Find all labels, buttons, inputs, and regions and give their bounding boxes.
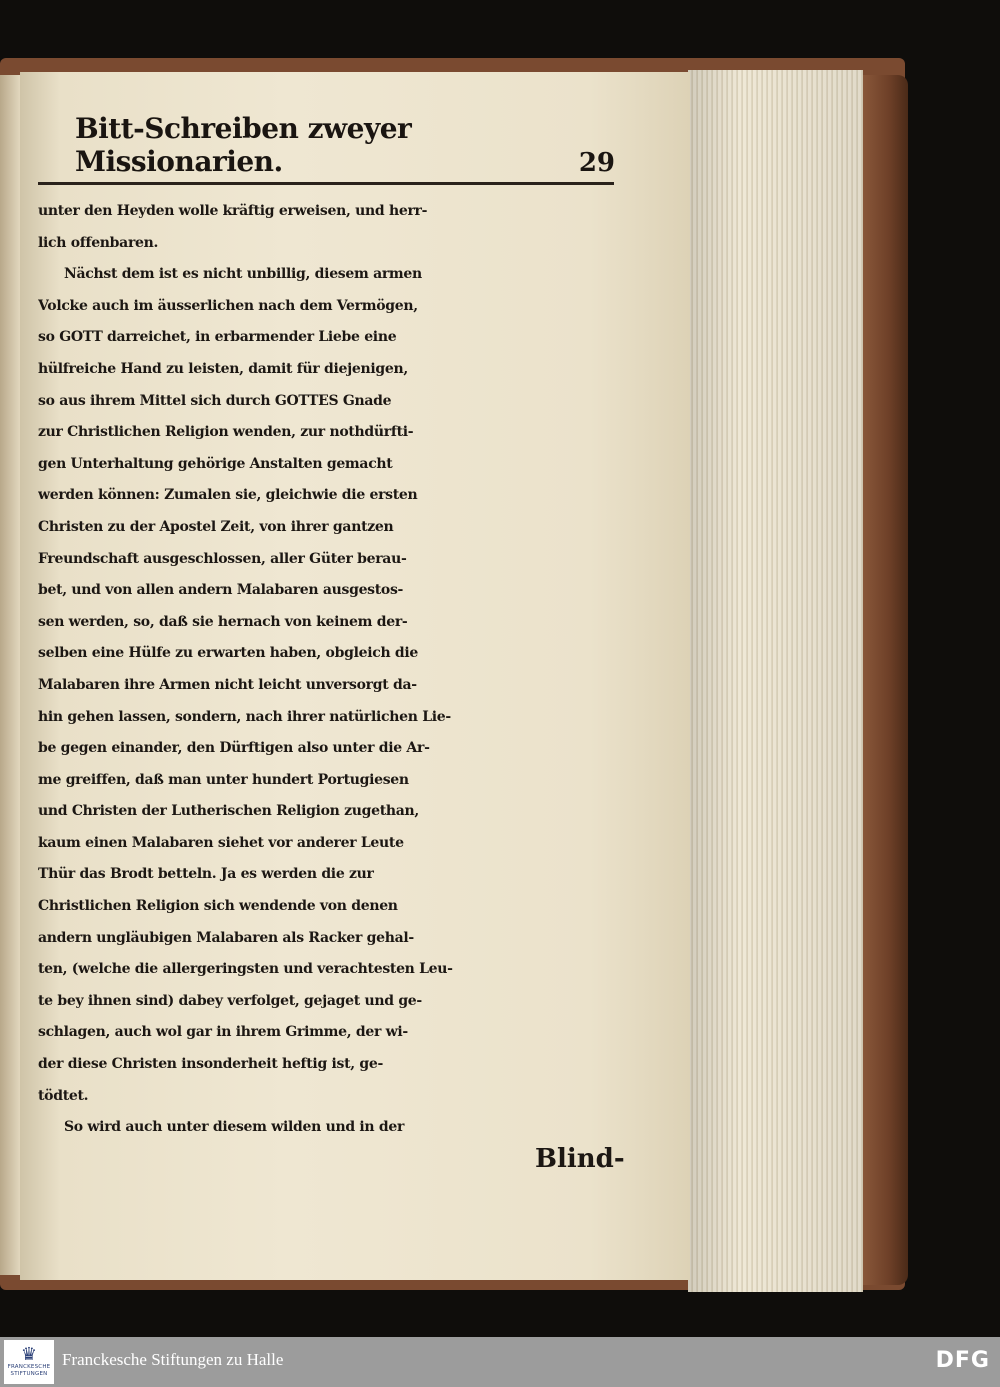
text-line: schlagen, auch wol gar in ihrem Grimme, der wi- bbox=[38, 1024, 408, 1041]
institution-logo[interactable] bbox=[4, 1340, 54, 1384]
text-line: hin gehen lassen, sondern, nach ihrer natürlichen Lie- bbox=[38, 708, 451, 725]
text-line: selben eine Hülfe zu erwarten haben, obgleich die bbox=[38, 645, 419, 662]
text-line: Volcke auch im äusserlichen nach dem Vermögen, bbox=[38, 297, 418, 314]
page-block-shadow bbox=[688, 70, 863, 1292]
dfg-logo[interactable]: DFG bbox=[935, 1348, 990, 1373]
text-line: Freundschaft ausgeschlossen, aller Güter berau- bbox=[38, 550, 407, 567]
text-line: unter den Heyden wolle kräftig erweisen, und herr- bbox=[38, 203, 428, 219]
catchword: Blind- bbox=[535, 1144, 625, 1174]
viewer-footer bbox=[0, 1337, 1000, 1387]
body-text bbox=[38, 196, 628, 1144]
text-line: te bey ihnen sind) dabey verfolget, gejaget und ge- bbox=[38, 992, 422, 1009]
text-line: so GOTT darreichet, in erbarmender Liebe eine bbox=[38, 329, 397, 346]
text-line: Thür das Brodt betteln. Ja es werden die zur bbox=[38, 866, 374, 883]
text-line: sen werden, so, daß sie hernach von keinem der- bbox=[38, 613, 408, 630]
text-line: werden können: Zumalen sie, gleichwie die ersten bbox=[38, 487, 418, 504]
facing-page-edge bbox=[0, 75, 22, 1275]
text-line: so aus ihrem Mittel sich durch GOTTES Gnade bbox=[38, 392, 392, 409]
logo-text: FRANCKESCHE STIFTUNGEN bbox=[7, 1364, 51, 1377]
text-line: tödtet. bbox=[38, 1087, 89, 1104]
text-line: be gegen einander, den Dürftigen also unter die Ar- bbox=[38, 740, 430, 757]
text-line: kaum einen Malabaren siehet vor anderer Leute bbox=[38, 834, 404, 851]
text-line: lich offenbaren. bbox=[38, 234, 159, 251]
text-line: Christlichen Religion sich wendende von denen bbox=[38, 898, 398, 915]
page-header bbox=[75, 112, 615, 178]
text-line: zur Christlichen Religion wenden, zur nothdürfti- bbox=[38, 424, 414, 441]
text-line: Nächst dem ist es nicht unbillig, diesem armen bbox=[64, 266, 422, 283]
orphanage-emblem-icon: ♛ bbox=[20, 1344, 38, 1365]
text-line: So wird auch unter diesem wilden und in der bbox=[64, 1119, 405, 1136]
page-number: 29 bbox=[578, 148, 615, 178]
text-line: bet, und von allen andern Malabaren ausgestos- bbox=[38, 582, 404, 599]
text-line: Christen zu der Apostel Zeit, von ihrer gantzen bbox=[38, 518, 394, 535]
text-line: andern ungläubigen Malabaren als Racker gehal- bbox=[38, 929, 414, 946]
text-line: Malabaren ihre Armen nicht leicht unversorgt da- bbox=[38, 676, 417, 693]
text-line: hülfreiche Hand zu leisten, damit für diejenigen, bbox=[38, 360, 408, 377]
header-rule bbox=[38, 182, 614, 185]
cover-edge bbox=[860, 75, 908, 1285]
text-line: und Christen der Lutherischen Religion zugethan, bbox=[38, 803, 419, 820]
text-line: me greiffen, daß man unter hundert Portugiesen bbox=[38, 771, 409, 788]
text-line: der diese Christen insonderheit heftig ist, ge- bbox=[38, 1056, 384, 1073]
running-head: Bitt-Schreiben zweyer Missionarien. bbox=[75, 112, 412, 178]
text-line: ten, (welche die allergeringsten und verachtesten Leu- bbox=[38, 961, 453, 978]
institution-name[interactable]: Franckesche Stiftungen zu Halle bbox=[62, 1350, 284, 1369]
text-line: gen Unterhaltung gehörige Anstalten gemacht bbox=[38, 455, 393, 472]
